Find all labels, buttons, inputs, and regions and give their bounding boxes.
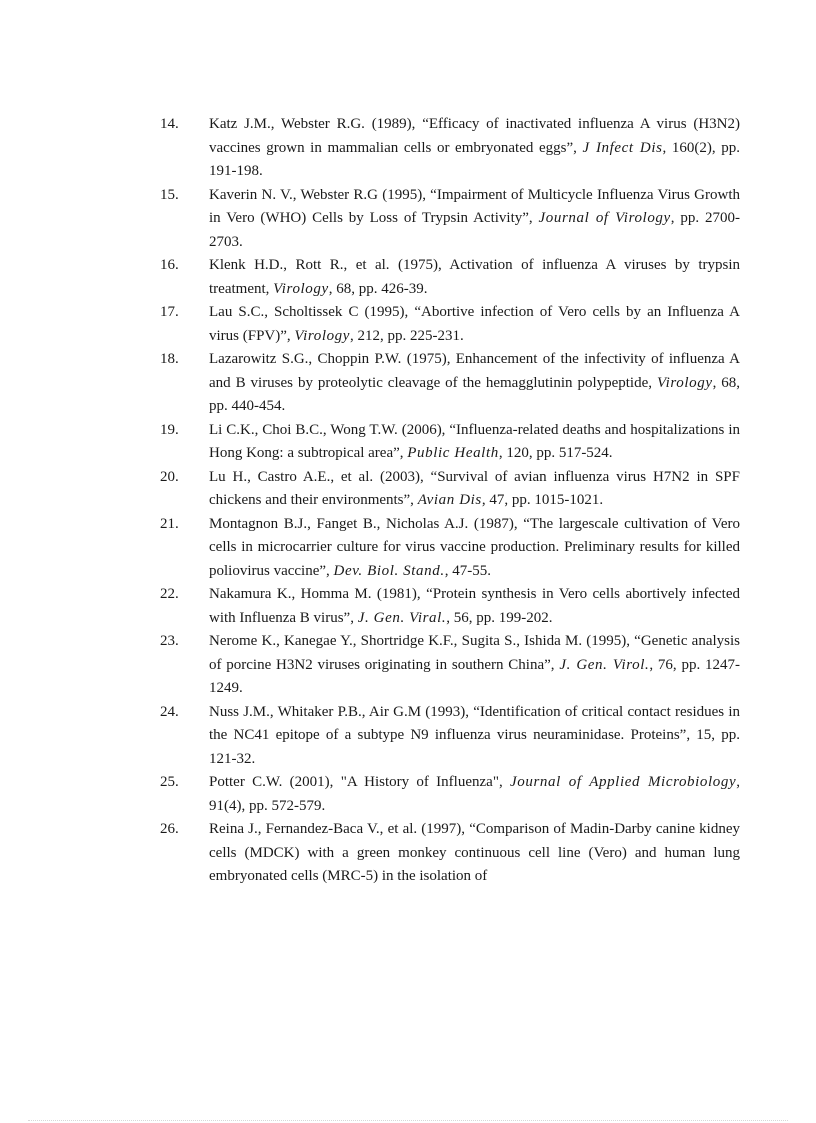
reference-item (160, 630, 740, 701)
reference-number: 15. (160, 186, 179, 203)
reference-number: 16. (160, 257, 179, 273)
reference-text: Nerome K., Kanegae Y., Shortridge K.F., Sugita S., Ishida M. (1995), “Genetic analysis of porcine H3N2 viruses originating in southern China”, J. Gen. Virol., 76, pp. 1247-1249. (209, 633, 740, 696)
reference-text: Nakamura K., Homma M. (1981), “Protein synthesis in Vero cells abortively infected with Influenza B virus”, J. Gen. Viral., 56, pp. 199-202. (209, 586, 740, 626)
reference-number: 23. (160, 633, 179, 649)
reference-text: Katz J.M., Webster R.G. (1989), “Efficacy of inactivated influenza A virus (H3N2) vaccines grown in mammalian cells or embryonated eggs”, J Infect Dis, 160(2), pp. 191-198. (209, 116, 740, 179)
reference-text: Nuss J.M., Whitaker P.B., Air G.M (1993), “Identification of critical contact residues in the NC41 epitope of a subtype N9 influenza virus neuraminidase. Proteins”, 15, pp. 121-32. (209, 703, 740, 767)
journal-name: Journal of Virology (538, 210, 671, 226)
reference-number: 18. (160, 351, 179, 367)
journal-name: J. Gen. Virol. (559, 656, 650, 673)
reference-item (160, 701, 740, 772)
page-bottom-divider (28, 1120, 788, 1121)
reference-text: Li C.K., Choi B.C., Wong T.W. (2006), “Influenza-related deaths and hospitalizations in Hong Kong: a subtropical area”, Public Health, 120, pp. 517-524. (209, 421, 740, 461)
reference-item (160, 583, 740, 630)
reference-number: 19. (160, 421, 179, 438)
reference-number: 20. (160, 468, 179, 485)
reference-list (160, 113, 740, 889)
journal-name: Virology (294, 327, 351, 344)
reference-number: 17. (160, 304, 179, 320)
reference-item (160, 184, 740, 255)
reference-text: Kaverin N. V., Webster R.G (1995), “Impairment of Multicycle Influenza Virus Growth in Vero (WHO) Cells by Loss of Trypsin Activity”, Journal of Virology, pp. 2700-2703. (209, 186, 740, 250)
journal-name: Virology (656, 374, 713, 391)
reference-item (160, 419, 740, 466)
reference-number: 24. (160, 703, 179, 720)
reference-text: Lazarowitz S.G., Choppin P.W. (1975), Enhancement of the infectivity of influenza A and B viruses by proteolytic cleavage of the hemagglutinin polypeptide, Virology, 68, pp. 440-454. (209, 351, 741, 414)
reference-item (160, 113, 740, 184)
journal-name: J. Gen. Viral. (357, 609, 447, 626)
journal-name: Journal of Applied Microbiology (509, 774, 737, 790)
reference-number: 14. (160, 116, 179, 132)
reference-item (160, 818, 740, 889)
reference-text: Reina J., Fernandez-Baca V., et al. (1997), “Comparison of Madin-Darby canine kidney cells (MDCK) with a green monkey continuous cell line (Vero) and human lung embryonated cells (MRC-5) in the isolation of (209, 821, 740, 884)
reference-number: 26. (160, 821, 179, 837)
reference-text: Lu H., Castro A.E., et al. (2003), “Survival of avian influenza virus H7N2 in SPF chickens and their environments”, Avian Dis, 47, pp. 1015-1021. (209, 468, 740, 508)
reference-text: Montagnon B.J., Fanget B., Nicholas A.J. (1987), “The largescale cultivation of Vero cells in microcarrier culture for virus vaccine production. Preliminary results for killed poliovirus vaccine”, Dev. Biol. Stand., 47-55. (209, 515, 740, 579)
reference-item (160, 513, 740, 584)
reference-number: 21. (160, 515, 179, 532)
reference-item (160, 771, 740, 818)
journal-name: Public Health (407, 445, 499, 461)
reference-text: Klenk H.D., Rott R., et al. (1975), Activation of influenza A viruses by trypsin treatment, Virology, 68, pp. 426-39. (209, 257, 740, 297)
reference-number: 25. (160, 774, 179, 790)
reference-number: 22. (160, 586, 179, 602)
reference-item (160, 466, 740, 513)
reference-item (160, 348, 740, 419)
journal-name: Dev. Biol. Stand. (333, 562, 445, 579)
journal-name: J Infect Dis (582, 139, 663, 156)
reference-text: Lau S.C., Scholtissek C (1995), “Abortive infection of Vero cells by an Influenza A virus (FPV)”, Virology, 212, pp. 225-231. (209, 304, 740, 344)
journal-name: Avian Dis (417, 492, 482, 508)
reference-item (160, 301, 740, 348)
reference-item (160, 254, 740, 301)
journal-name: Virology (273, 280, 329, 297)
reference-text: Potter C.W. (2001), "A History of Influenza", Journal of Applied Microbiology, 91(4), pp. 572-579. (209, 774, 740, 814)
